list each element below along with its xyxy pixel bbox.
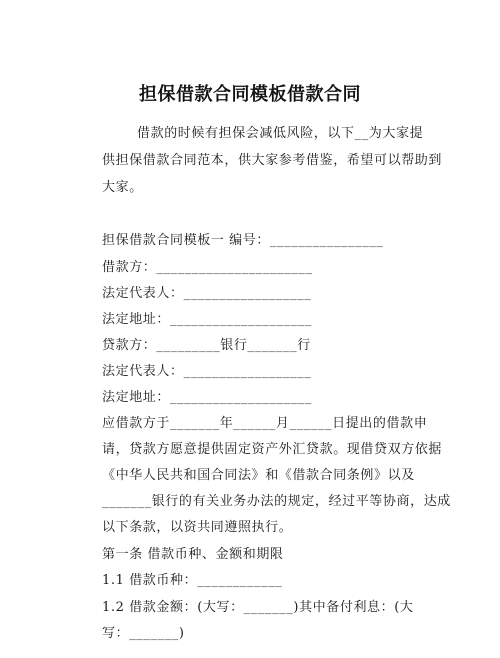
body-line-4: _______银行的有关业务办法的规定，经过平等协商，达成 bbox=[102, 494, 451, 509]
field-lender: 贷款方：_________银行_______行 bbox=[102, 338, 311, 353]
clause-1-1: 1.1 借款币种：____________ bbox=[102, 573, 283, 588]
field-borrower-representative: 法定代表人：__________________ bbox=[102, 286, 312, 301]
field-lender-representative: 法定代表人：__________________ bbox=[102, 364, 312, 379]
contract-heading-line: 担保借款合同模板一 编号：________________ bbox=[102, 233, 384, 248]
document-title: 担保借款合同模板借款合同 bbox=[139, 84, 361, 105]
intro-line-2: 供担保借款合同范本，供大家参考借鉴，希望可以帮助到 bbox=[102, 153, 443, 168]
field-borrower-address: 法定地址：____________________ bbox=[102, 312, 312, 327]
clause-1-2-line-1: 1.2 借款金额：(大写：_______)其中备付利息：(大 bbox=[102, 600, 414, 615]
article-1-heading: 第一条 借款币种、金额和期限 bbox=[102, 547, 284, 562]
intro-line-3: 大家。 bbox=[102, 180, 143, 195]
clause-1-2-line-2: 写：_______) bbox=[102, 626, 185, 641]
body-line-5: 以下条款，以资共同遵照执行。 bbox=[102, 520, 293, 535]
body-line-2: 请，贷款方愿意提供固定资产外汇贷款。现借贷双方依据 bbox=[102, 442, 443, 457]
body-line-3: 《中华人民共和国合同法》和《借款合同条例》以及 bbox=[102, 468, 415, 483]
field-borrower: 借款方：______________________ bbox=[102, 260, 313, 275]
field-lender-address: 法定地址：____________________ bbox=[102, 390, 312, 405]
body-line-1: 应借款方于_______年______月______日提出的借款申 bbox=[102, 416, 428, 431]
intro-line-1: 借款的时候有担保会减低风险，以下__为大家提 bbox=[137, 126, 424, 141]
